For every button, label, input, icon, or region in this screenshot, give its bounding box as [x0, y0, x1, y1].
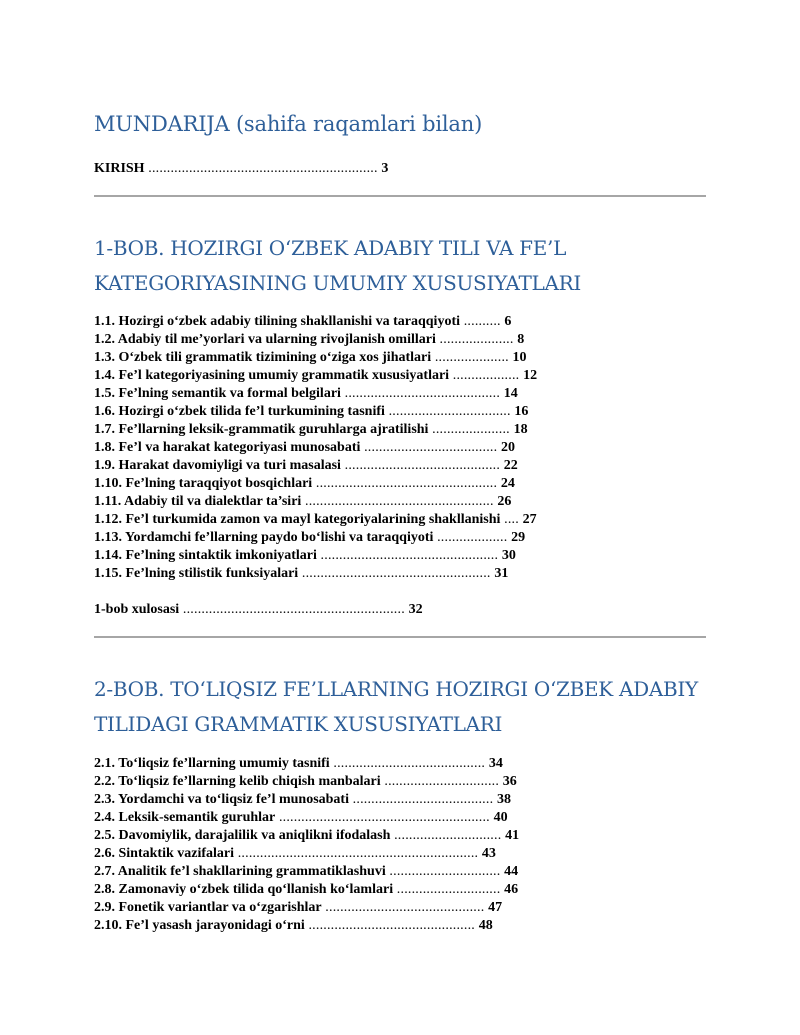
toc-leader-dots: ....................	[435, 332, 518, 347]
toc-leader-dots: .................................................	[312, 476, 501, 491]
toc-entry-label: 2.8. Zamonaviy o‘zbek tilida qo‘llanish ko‘lamlari	[94, 882, 394, 897]
toc-leader-dots: ...................................................	[298, 566, 495, 581]
toc-entry-label: 2.6. Sintaktik vazifalari	[94, 846, 235, 861]
toc-entry-label: 2.2. To‘liqsiz fe’llarning kelib chiqish manbalari	[94, 774, 381, 789]
page-title: MUNDARIJA (sahifa raqamlari bilan)	[94, 112, 483, 136]
toc-entry[interactable]	[94, 457, 537, 475]
toc-entry[interactable]	[94, 809, 519, 827]
toc-page-number: 40	[493, 810, 508, 825]
toc-page-number: 47	[488, 900, 503, 915]
toc-entry-label: 1.7. Fe’llarning leksik-grammatik guruhlarga ajratilishi	[94, 422, 429, 437]
toc-entry[interactable]	[94, 385, 537, 403]
toc-entry-label: 1.13. Yordamchi fe’llarning paydo bo‘lishi va taraqqiyoti	[94, 530, 434, 545]
toc-leader-dots: ..............................................................	[144, 161, 382, 176]
toc-entry-label: 2.7. Analitik fe’l shakllarining grammatiklashuvi	[94, 864, 386, 879]
toc-entry-label: 2.5. Davomiylik, darajalilik va aniqlikni ifodalash	[94, 828, 391, 843]
toc-entry-label: 1.10. Fe’lning taraqqiyot bosqichlari	[94, 476, 313, 491]
toc-leader-dots: ...........................................	[321, 900, 489, 915]
toc-page-number: 36	[502, 774, 517, 789]
toc-entry-label: 1.12. Fe’l turkumida zamon va mayl kategoriyalarining shakllanishi	[94, 512, 501, 527]
toc-leader-dots: .........................................................	[275, 810, 494, 825]
toc-entry[interactable]	[94, 917, 519, 935]
toc-entry[interactable]	[94, 899, 519, 917]
section-divider	[94, 195, 706, 197]
toc-leader-dots: ..........................................	[340, 458, 504, 473]
toc-leader-dots: .........................................	[329, 756, 489, 771]
toc-leader-dots: ............................	[393, 882, 505, 897]
toc-page-number: 38	[496, 792, 511, 807]
toc-page-number: 32	[408, 602, 423, 617]
toc-page-number: 3	[381, 161, 389, 176]
toc-leader-dots: .................................................................	[234, 846, 482, 861]
toc-page-number: 34	[488, 756, 503, 771]
toc-entry[interactable]	[94, 313, 537, 331]
toc-leader-dots: ..............................	[385, 864, 505, 879]
toc-page-number: 44	[504, 864, 519, 879]
toc-page-number: 31	[494, 566, 509, 581]
chapter-2-heading: 2-BOB. TO‘LIQSIZ FE’LLARNING HOZIRGI O‘ZBEK ADABIY TILIDAGI GRAMMATIK XUSUSIYATLARI	[94, 677, 698, 736]
chapter-1-heading: 1-BOB. HOZIRGI O‘ZBEK ADABIY TILI VA FE’L KATEGORIYASINING UMUMIY XUSUSIYATLARI	[94, 236, 581, 295]
toc-leader-dots: .................................	[384, 404, 515, 419]
toc-page-number: 24	[500, 476, 515, 491]
toc-leader-dots: ............................................................	[179, 602, 409, 617]
toc-entry-label: 1.11. Adabiy til va dialektlar ta’siri	[94, 494, 302, 509]
toc-entry-label: 2.9. Fonetik variantlar va o‘zgarishlar	[94, 900, 322, 915]
toc-page-number: 41	[505, 828, 520, 843]
toc-leader-dots: ...................................................	[301, 494, 498, 509]
toc-entry-label: 1.4. Fe’l kategoriyasining umumiy grammatik xususiyatlari	[94, 368, 450, 383]
section-divider	[94, 636, 706, 638]
toc-entry-label: 1-bob xulosasi	[94, 602, 180, 617]
toc-entry-label: 1.1. Hozirgi o‘zbek adabiy tilining shakllanishi va taraqqiyoti	[94, 314, 461, 329]
toc-entry-label: 2.3. Yordamchi va to‘liqsiz fe’l munosabati	[94, 792, 349, 807]
toc-entry[interactable]	[94, 529, 537, 547]
toc-entry[interactable]	[94, 863, 519, 881]
toc-page-number: 12	[523, 368, 538, 383]
toc-page-number: 48	[478, 918, 493, 933]
toc-leader-dots: ....................	[431, 350, 513, 365]
toc-leader-dots: .....................	[428, 422, 514, 437]
toc-entry[interactable]	[94, 331, 537, 349]
toc-entry[interactable]	[94, 791, 519, 809]
toc-entry[interactable]	[94, 421, 537, 439]
toc-page-number: 29	[511, 530, 526, 545]
chapter-1-toc-list	[94, 313, 537, 583]
toc-entry-label: 1.3. O‘zbek tili grammatik tizimining o‘ziga xos jihatlari	[94, 350, 432, 365]
toc-entry[interactable]	[94, 565, 537, 583]
toc-page-number: 22	[503, 458, 518, 473]
toc-leader-dots: .............................................	[304, 918, 479, 933]
toc-page-number: 16	[514, 404, 529, 419]
toc-leader-dots: ...............................	[380, 774, 503, 789]
toc-leader-dots: ..........	[460, 314, 505, 329]
toc-entry[interactable]	[94, 493, 537, 511]
toc-entry[interactable]	[94, 755, 519, 773]
toc-entry[interactable]	[94, 349, 537, 367]
toc-page-number: 10	[512, 350, 527, 365]
toc-page-number: 43	[481, 846, 496, 861]
toc-entry-label: 1.6. Hozirgi o‘zbek tilida fe’l turkumining tasnifi	[94, 404, 385, 419]
toc-entry-intro[interactable]	[94, 160, 388, 178]
toc-page-number: 8	[517, 332, 525, 347]
toc-entry-label: 1.2. Adabiy til me’yorlari va ularning rivojlanish omillari	[94, 332, 436, 347]
toc-entry-label: KIRISH	[94, 161, 145, 176]
toc-entry[interactable]	[94, 881, 519, 899]
toc-leader-dots: ....	[500, 512, 523, 527]
chapter-2-toc-list	[94, 755, 519, 935]
toc-entry[interactable]	[94, 827, 519, 845]
toc-page-number: 26	[497, 494, 512, 509]
toc-leader-dots: .............................	[390, 828, 506, 843]
toc-leader-dots: ...................	[433, 530, 512, 545]
toc-leader-dots: ..................	[449, 368, 524, 383]
toc-entry-label: 2.4. Leksik-semantik guruhlar	[94, 810, 276, 825]
toc-leader-dots: ................................................	[316, 548, 502, 563]
toc-entry[interactable]	[94, 773, 519, 791]
toc-entry-label: 1.14. Fe’lning sintaktik imkoniyatlari	[94, 548, 317, 563]
toc-page-number: 27	[522, 512, 537, 527]
toc-entry-label: 1.5. Fe’lning semantik va formal belgilari	[94, 386, 341, 401]
toc-page-number: 18	[513, 422, 528, 437]
toc-entry[interactable]	[94, 547, 537, 565]
toc-page-number: 20	[501, 440, 515, 455]
toc-entry-label: 1.15. Fe’lning stilistik funksiyalari	[94, 566, 299, 581]
toc-leader-dots: ....................................	[360, 440, 501, 455]
toc-leader-dots: ..........................................	[340, 386, 504, 401]
toc-page-number: 14	[503, 386, 518, 401]
toc-entry-label: 1.8. Fe’l va harakat kategoriyasi munosabati	[94, 440, 361, 455]
toc-entry[interactable]	[94, 475, 537, 493]
toc-entry[interactable]	[94, 845, 519, 863]
toc-entry-chapter-1-summary[interactable]	[94, 601, 423, 619]
toc-entry[interactable]	[94, 511, 537, 529]
toc-entry-label: 2.1. To‘liqsiz fe’llarning umumiy tasnifi	[94, 756, 330, 771]
toc-entry-label: 1.9. Harakat davomiyligi va turi masalasi	[94, 458, 341, 473]
toc-page-number: 30	[501, 548, 516, 563]
toc-page-number: 6	[504, 314, 512, 329]
toc-leader-dots: ......................................	[348, 792, 497, 807]
toc-page-number: 46	[504, 882, 519, 897]
toc-entry[interactable]	[94, 403, 537, 421]
toc-entry[interactable]	[94, 367, 537, 385]
toc-entry-label: 2.10. Fe’l yasash jarayonidagi o‘rni	[94, 918, 305, 933]
toc-entry[interactable]	[94, 439, 537, 457]
